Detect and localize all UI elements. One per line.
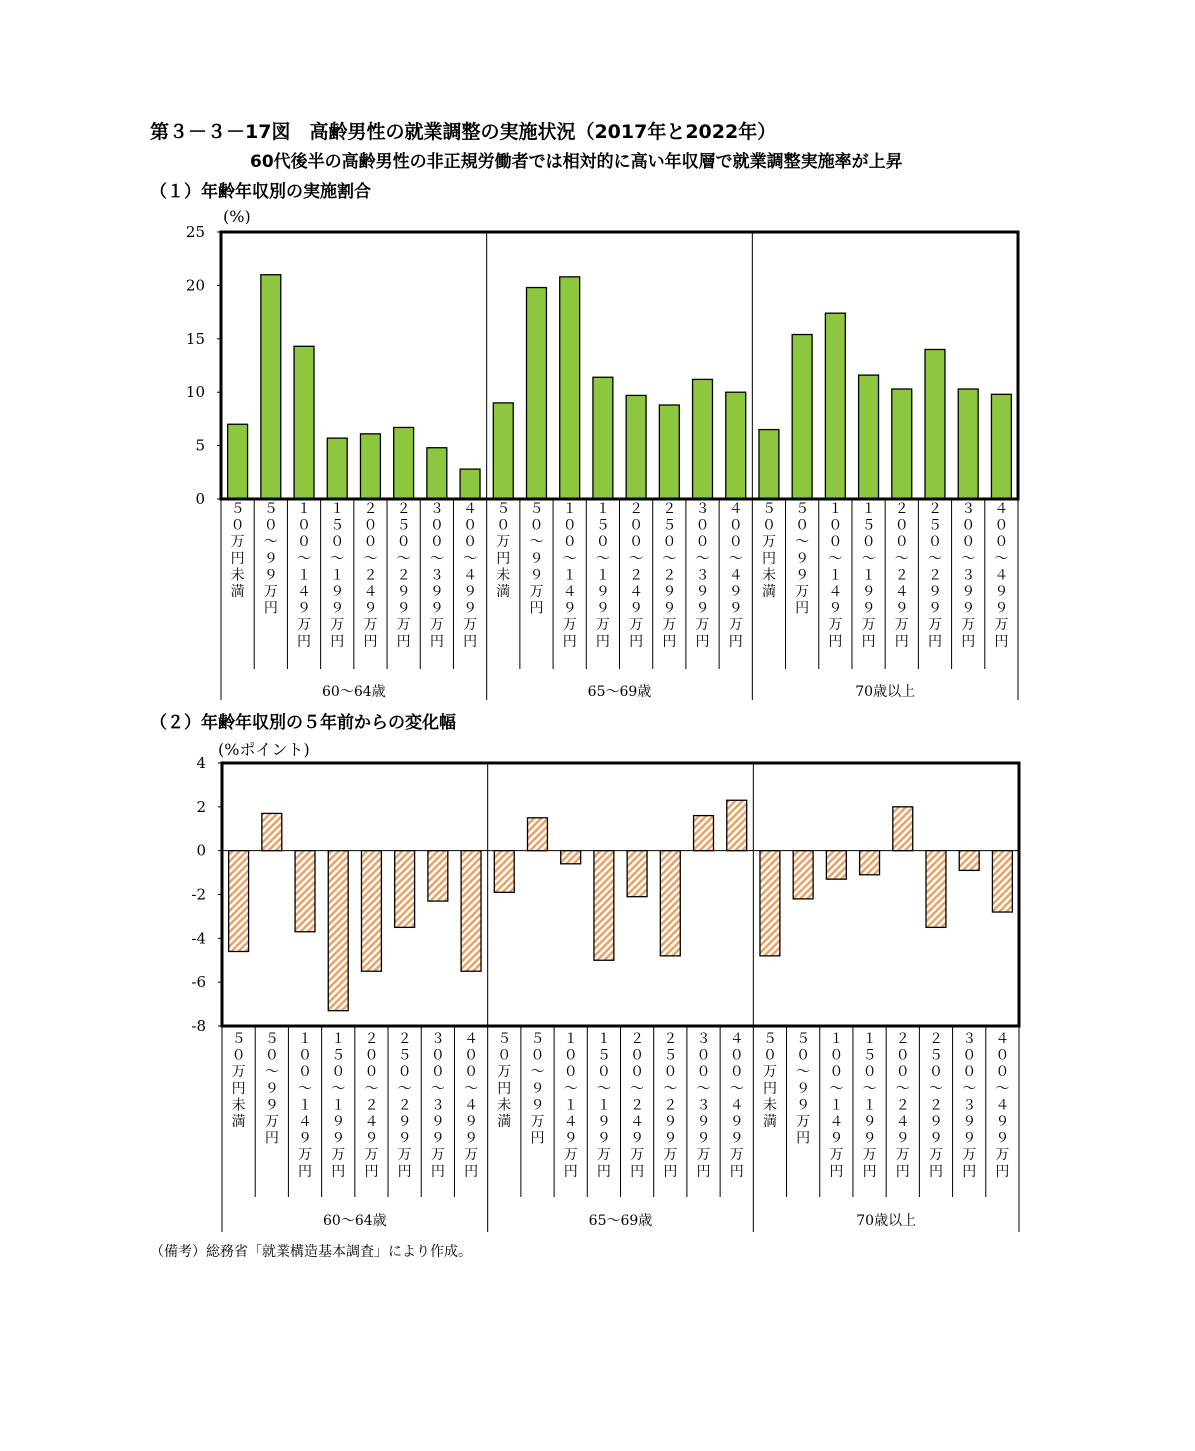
category-label: ３００～３９９万円: [962, 1031, 977, 1180]
y-tick-label: -2: [191, 885, 206, 904]
category-label: ５０万円未満: [762, 1031, 777, 1130]
bar: [461, 851, 481, 972]
category-label: ２００～２４９万円: [629, 501, 644, 650]
figure-title: 第３－３－17図 高齢男性の就業調整の実施状況（2017年と2022年）: [150, 121, 777, 143]
category-label: ４００～４９９万円: [463, 501, 478, 650]
bar: [726, 392, 746, 499]
category-label: ２００～２４９万円: [364, 1031, 379, 1180]
bar: [958, 389, 978, 499]
category-label: ４００～４９９万円: [728, 501, 743, 650]
bar: [925, 349, 945, 499]
category-label: ２５０～２９９万円: [397, 1031, 412, 1180]
category-label: ５０万円未満: [496, 501, 511, 600]
category-label: １００～１４９万円: [562, 501, 577, 650]
category-label: ５０万円未満: [231, 1031, 246, 1130]
bar: [826, 851, 846, 879]
bar: [328, 851, 348, 1011]
bar: [659, 405, 679, 499]
bar: [793, 851, 813, 899]
bar: [860, 851, 880, 875]
category-label: ２００～２４９万円: [894, 501, 909, 650]
bar: [327, 438, 347, 499]
source-note: （備考）総務省「就業構造基本調査」により作成。: [150, 1244, 472, 1260]
category-label: ４００～４９９万円: [995, 1031, 1010, 1180]
bar: [959, 851, 979, 871]
category-label: １５０～１９９万円: [330, 501, 345, 650]
bar: [660, 851, 680, 956]
category-label: ５０～９９万円: [529, 501, 544, 617]
bar: [494, 851, 514, 893]
y-tick-label: 10: [185, 383, 205, 402]
bar: [395, 851, 415, 928]
category-label: ３００～３９９万円: [695, 501, 710, 650]
y-tick-label: 15: [185, 329, 205, 348]
y-tick-label: 2: [196, 797, 206, 816]
bar: [560, 277, 580, 499]
bar: [360, 434, 380, 499]
bar: [428, 851, 448, 901]
y-tick-label: 0: [195, 490, 205, 508]
category-label: ２５０～２９９万円: [927, 501, 942, 650]
chart2-y-unit: (%ポイント): [218, 740, 310, 759]
category-label: ３００～３９９万円: [696, 1031, 711, 1180]
category-label: １００～１４９万円: [828, 501, 843, 650]
group-label: 70歳以上: [855, 684, 916, 700]
y-tick-label: 0: [196, 841, 206, 860]
bar: [926, 851, 946, 928]
bar: [727, 800, 747, 850]
bar: [825, 313, 845, 499]
y-tick-label: 25: [185, 223, 205, 241]
y-tick-label: -4: [191, 929, 206, 948]
category-label: ４００～４９９万円: [464, 1031, 479, 1180]
group-label: 60～64歳: [322, 684, 386, 700]
category-label: ５０～９９万円: [795, 501, 810, 617]
category-label: ２５０～２９９万円: [396, 501, 411, 650]
bar: [693, 379, 713, 499]
y-tick-label: 5: [195, 436, 205, 455]
bar: [859, 375, 879, 499]
figure-subtitle: 60代後半の高齢男性の非正規労働者では相対的に高い年収層で就業調整実施率が上昇: [250, 152, 903, 172]
bar: [760, 851, 780, 956]
category-label: １５０～１９９万円: [862, 1031, 877, 1180]
category-label: ３００～３９９万円: [430, 1031, 445, 1180]
category-label: ５０万円未満: [230, 501, 245, 600]
category-label: ２５０～２９９万円: [663, 1031, 678, 1180]
category-label: ４００～４９９万円: [729, 1031, 744, 1180]
bar: [561, 851, 581, 864]
category-label: ２５０～２９９万円: [662, 501, 677, 650]
category-label: １００～１４９万円: [298, 1031, 313, 1180]
group-label: 65～69歳: [587, 684, 652, 700]
category-label: ５０万円未満: [497, 1031, 512, 1130]
bar: [460, 469, 480, 499]
chart2-section-label: （２）年齢年収別の５年前からの変化幅: [150, 713, 456, 733]
bar: [626, 395, 646, 499]
y-tick-label: 20: [185, 276, 205, 295]
category-label: １５０～１９９万円: [861, 501, 876, 650]
bar: [228, 424, 248, 499]
category-label: １００～１４９万円: [829, 1031, 844, 1180]
category-label: １００～１４９万円: [563, 1031, 578, 1180]
category-label: ５０～９９万円: [796, 1031, 811, 1147]
group-label: 70歳以上: [856, 1213, 917, 1229]
category-label: ３００～３９９万円: [429, 501, 444, 650]
category-label: ２５０～２９９万円: [928, 1031, 943, 1180]
category-label: ５０～９９万円: [264, 1031, 279, 1147]
bar: [594, 851, 614, 961]
bar: [792, 335, 812, 499]
category-label: １５０～１９９万円: [595, 501, 610, 650]
chart1-y-unit: (%): [223, 207, 251, 226]
category-label: ５０万円未満: [761, 501, 776, 600]
y-tick-label: -8: [191, 1017, 206, 1035]
category-label: １５０～１９９万円: [596, 1031, 611, 1180]
bar: [527, 288, 547, 499]
bar: [593, 377, 613, 499]
category-label: ５０～９９万円: [263, 501, 278, 617]
bar: [262, 813, 282, 850]
bar: [528, 818, 548, 851]
group-label: 60～64歳: [323, 1213, 387, 1229]
y-tick-label: -6: [191, 973, 206, 992]
bar: [229, 851, 249, 952]
category-label: ２００～２４９万円: [895, 1031, 910, 1180]
category-label: ３００～３９９万円: [961, 501, 976, 650]
category-label: ４００～４９９万円: [994, 501, 1009, 650]
bar: [694, 816, 714, 851]
category-label: １００～１４９万円: [297, 501, 312, 650]
bar: [295, 851, 315, 932]
bar: [759, 430, 779, 499]
bar: [261, 275, 281, 499]
bar: [427, 448, 447, 499]
category-label: ５０～９９万円: [530, 1031, 545, 1147]
category-label: ２００～２４９万円: [630, 1031, 645, 1180]
y-tick-label: 4: [196, 754, 206, 772]
bar: [294, 346, 314, 499]
bar: [892, 389, 912, 499]
bar: [394, 427, 414, 499]
bar: [893, 807, 913, 851]
bar: [991, 394, 1011, 499]
chart1-section-label: （１）年齢年収別の実施割合: [150, 182, 371, 202]
bar: [361, 851, 381, 972]
bar: [493, 403, 513, 499]
group-label: 65～69歳: [588, 1213, 653, 1229]
category-label: １５０～１９９万円: [331, 1031, 346, 1180]
bar: [627, 851, 647, 897]
bar: [992, 851, 1012, 912]
category-label: ２００～２４９万円: [363, 501, 378, 650]
